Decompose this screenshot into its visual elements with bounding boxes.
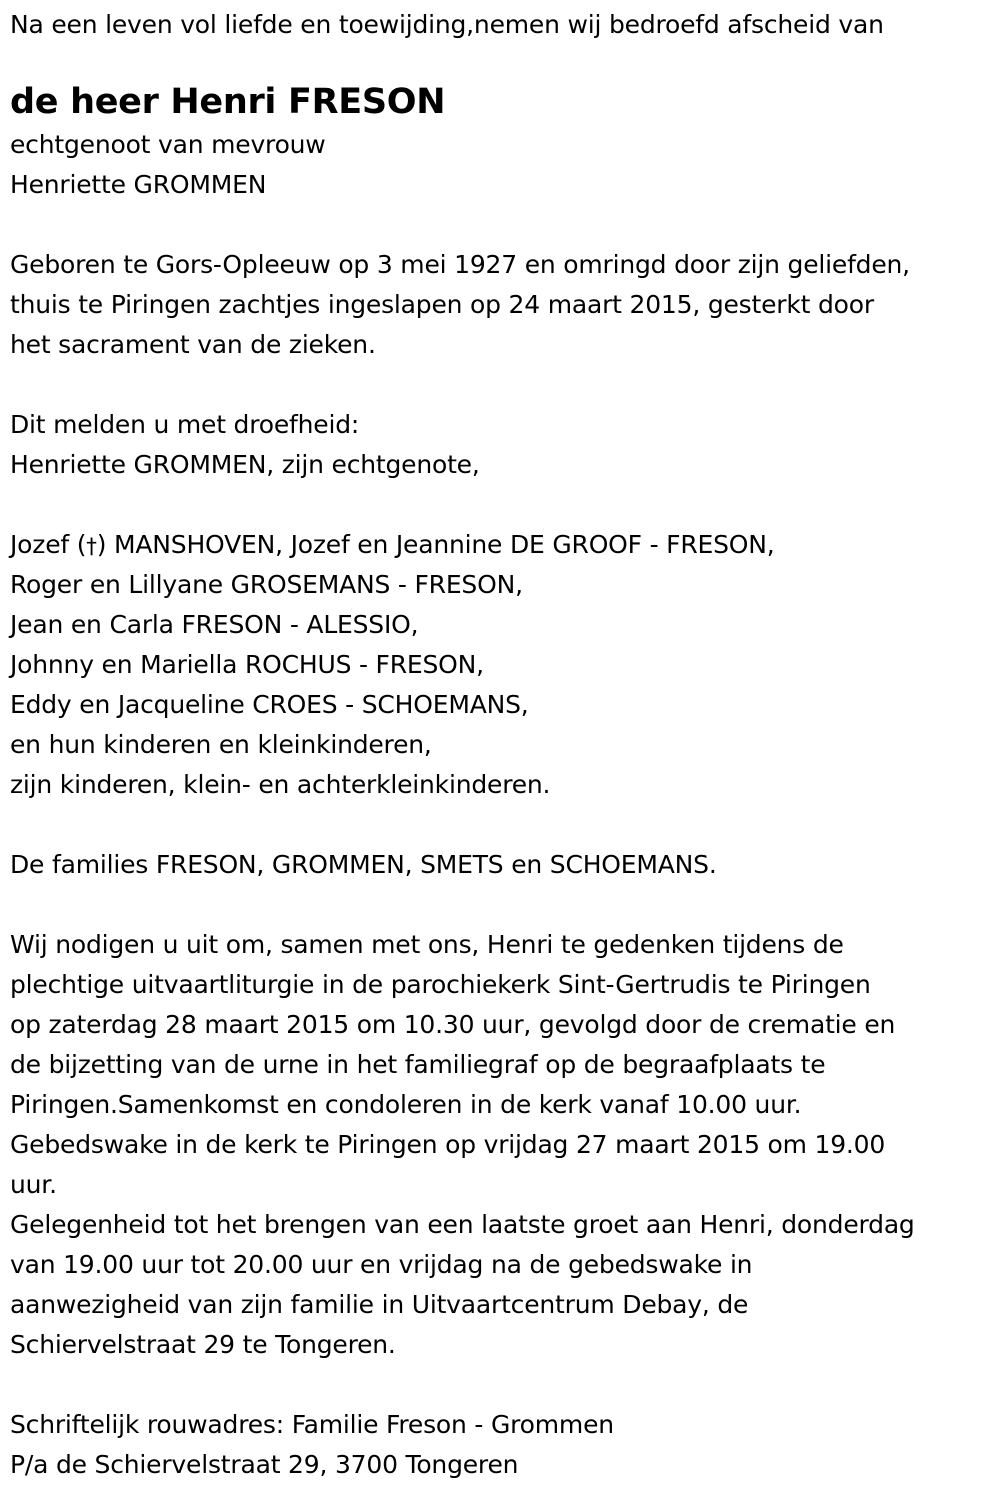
family-line xyxy=(10,525,995,565)
spacer xyxy=(10,365,995,405)
spacer xyxy=(10,885,995,925)
spouse-line: echtgenoot van mevrouw xyxy=(10,130,326,159)
family-line: Eddy en Jacqueline CROES - SCHOEMANS, xyxy=(10,690,529,719)
address-line: Schriftelijk rouwadres: Familie Freson - Grommen xyxy=(10,1410,614,1439)
invitation-line: Schiervelstraat 29 te Tongeren. xyxy=(10,1330,396,1359)
birth-death-line: het sacrament van de zieken. xyxy=(10,330,376,359)
obituary-notice xyxy=(10,0,995,1485)
invitation-line: plechtige uitvaartliturgie in de parochiekerk Sint-Gertrudis te Piringen xyxy=(10,970,871,999)
spacer xyxy=(10,205,995,245)
invitation-line: de bijzetting van de urne in het familiegraf op de begraafplaats te xyxy=(10,1050,826,1079)
invitation-line: Wij nodigen u uit om, samen met ons, Henri te gedenken tijdens de xyxy=(10,930,844,959)
spacer xyxy=(10,1365,995,1405)
invitation-line: aanwezigheid van zijn familie in Uitvaartcentrum Debay, de xyxy=(10,1290,749,1319)
birth-death-line: thuis te Piringen zachtjes ingeslapen op 24 maart 2015, gesterkt door xyxy=(10,290,874,319)
invitation-line: op zaterdag 28 maart 2015 om 10.30 uur, gevolgd door de crematie en xyxy=(10,1010,896,1039)
family-first-suffix: ) MANSHOVEN, Jozef en Jeannine DE GROOF - FRESON, xyxy=(96,530,775,559)
family-line: en hun kinderen en kleinkinderen, xyxy=(10,730,432,759)
invitation-line: uur. xyxy=(10,1170,57,1199)
family-first-prefix: Jozef ( xyxy=(10,530,87,559)
invitation-line: Piringen.Samenkomst en condoleren in de kerk vanaf 10.00 uur. xyxy=(10,1090,802,1119)
family-line: zijn kinderen, klein- en achterkleinkinderen. xyxy=(10,770,551,799)
invitation-line: Gelegenheid tot het brengen van een laatste groet aan Henri, donderdag xyxy=(10,1210,915,1239)
family-line: Jean en Carla FRESON - ALESSIO, xyxy=(10,610,419,639)
families-line: De families FRESON, GROMMEN, SMETS en SCHOEMANS. xyxy=(10,850,717,879)
family-line: Johnny en Mariella ROCHUS - FRESON, xyxy=(10,650,484,679)
cross-icon: † xyxy=(86,534,97,559)
spacer xyxy=(10,805,995,845)
invitation-line: van 19.00 uur tot 20.00 uur en vrijdag na de gebedswake in xyxy=(10,1250,753,1279)
intro-text: Na een leven vol liefde en toewijding,nemen wij bedroefd afscheid van xyxy=(10,10,884,39)
birth-death-line: Geboren te Gors-Opleeuw op 3 mei 1927 en omringd door zijn geliefden, xyxy=(10,250,910,279)
invitation-line: Gebedswake in de kerk te Piringen op vrijdag 27 maart 2015 om 19.00 xyxy=(10,1130,886,1159)
deceased-name: de heer Henri FRESON xyxy=(10,82,446,122)
spacer xyxy=(10,485,995,525)
family-line: Roger en Lillyane GROSEMANS - FRESON, xyxy=(10,570,523,599)
address-line: P/a de Schiervelstraat 29, 3700 Tongeren xyxy=(10,1450,519,1479)
announce-line: Dit melden u met droefheid: xyxy=(10,410,360,439)
announce-line: Henriette GROMMEN, zijn echtgenote, xyxy=(10,450,480,479)
spouse-name: Henriette GROMMEN xyxy=(10,170,267,199)
